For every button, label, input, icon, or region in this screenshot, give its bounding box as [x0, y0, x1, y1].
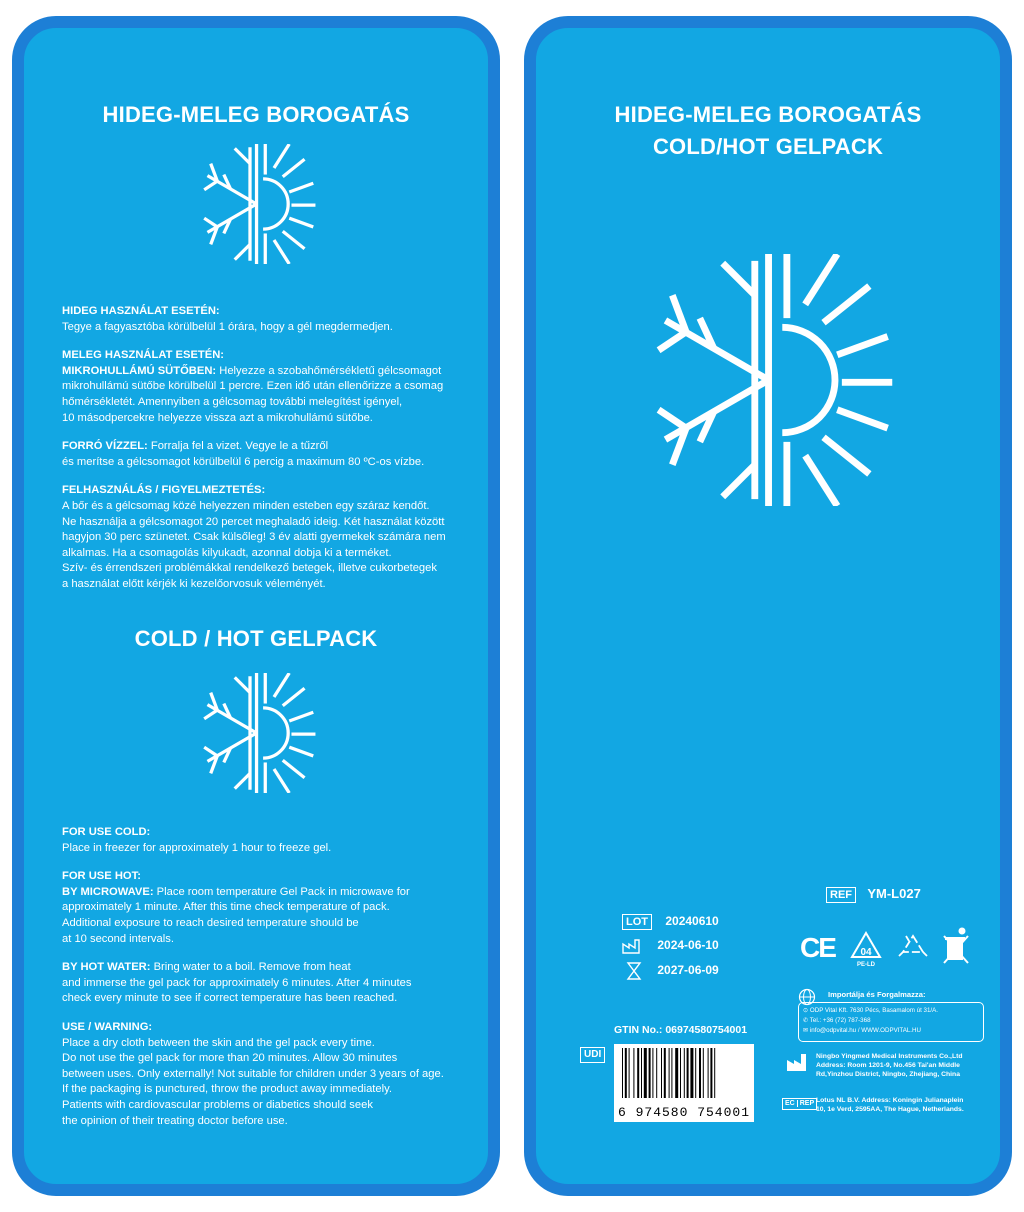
barcode-bar: [661, 1048, 662, 1098]
barcode-bar: [669, 1048, 670, 1098]
ce-mark: CE: [800, 932, 835, 963]
title-line-2: COLD/HOT GELPACK: [652, 134, 884, 159]
ref-value: YM-L027: [867, 886, 921, 901]
hu-water-line: és merítse a gélcsomagot körülbelül 6 percig a maximum 80 ºC-os vízbe.: [62, 455, 425, 468]
lot-value: 20240610: [665, 914, 719, 928]
barcode-bar: [695, 1048, 696, 1098]
hu-micro-label: MIKROHULLÁMÚ SÜTŐBEN:: [62, 364, 217, 377]
hu-instructions: [62, 304, 472, 593]
importer-contact-box: [798, 1002, 984, 1042]
en-warn-line: If the packaging is punctured, throw the product away immediately.: [62, 1083, 392, 1096]
hu-cold-text: Tegye a fagyasztóba körülbelül 1 órára, hogy a gél megdermedjen.: [62, 320, 393, 333]
snowflake-sun-icon: [202, 673, 322, 793]
en-micro-line: Place room temperature Gel Pack in microwave for: [153, 885, 410, 898]
ref-row: [826, 886, 921, 903]
manufacturer-line: Address: Room 1201-9, No.456 Tai'an Middle: [816, 1062, 960, 1069]
en-warn-line: Place a dry cloth between the skin and the gel pack every time.: [62, 1036, 375, 1049]
hu-warn-line: A bőr és a gélcsomag közé helyezzen minden esteben egy száraz kendőt.: [62, 499, 430, 512]
recycle-material: PE-LD: [857, 962, 875, 968]
en-micro-label: BY MICROWAVE:: [62, 885, 154, 898]
en-water-label: BY HOT WATER:: [62, 961, 151, 974]
manufacturer-block: [816, 1052, 963, 1079]
hu-warn-line: alkalmas. Ha a csomagolás kilyukadt, azonnal dobja ki a terméket.: [62, 546, 392, 559]
barcode-bars: [614, 1048, 754, 1108]
en-warn-line: between uses. Only externally! Not suitable for children under 3 years of age.: [62, 1067, 444, 1080]
importer-web: info@odpvital.hu / WWW.ODPVITAL.HU: [809, 1027, 921, 1034]
en-water-line: and immerse the gel pack for approximately 6 minutes. After 4 minutes: [62, 976, 412, 989]
barcode-bar: [710, 1048, 712, 1098]
en-instructions: [62, 825, 472, 1129]
right-panel: [524, 16, 1012, 1196]
title-en: COLD / HOT GELPACK: [134, 626, 378, 651]
hu-water-label: FORRÓ VÍZZEL:: [62, 440, 148, 453]
barcode-bar: [656, 1048, 657, 1098]
ec-rep-badge: [782, 1098, 817, 1110]
barcode-bar: [671, 1048, 672, 1098]
title-line-1: HIDEG-MELEG BOROGATÁS: [614, 102, 922, 127]
hu-warn-line: Ne használja a gélcsomagot 20 percet meghaladó ideig. Két használat között: [62, 515, 445, 528]
barcode-bar: [637, 1048, 639, 1098]
en-water-line: Bring water to a boil. Remove from heat: [150, 961, 351, 974]
factory-icon: [622, 938, 646, 954]
hu-warn-heading: FELHASZNÁLÁS / FIGYELMEZTETÉS:: [62, 484, 266, 497]
barcode-bar: [703, 1048, 704, 1098]
barcode-bar: [684, 1048, 685, 1098]
barcode-bar: [633, 1048, 634, 1098]
en-cold-heading: FOR USE COLD:: [62, 826, 151, 838]
expiry-date-row: [622, 962, 719, 980]
ec-rep-label: EC: [785, 1100, 795, 1107]
en-warn-line: Patients with cardiovascular problems or diabetics should seek: [62, 1098, 373, 1111]
hu-warn-line: hagyjon 30 perc szünetet. Csak külsőleg! 3 év alatti gyermekek számára nem: [62, 531, 446, 544]
importer-address: ODP Vital Kft. 7630 Pécs, Basamalom út 31/A.: [809, 1007, 938, 1014]
barcode-bar: [675, 1048, 678, 1098]
barcode-bar: [641, 1048, 642, 1098]
udi-label: UDI: [580, 1047, 605, 1063]
barcode-bar: [714, 1048, 715, 1098]
hourglass-icon: [622, 962, 646, 980]
ec-rep-block: [816, 1096, 964, 1114]
recycling-icon: [896, 932, 930, 964]
en-hot-heading: FOR USE HOT:: [62, 870, 141, 883]
expiry-date: 2027-06-09: [657, 963, 719, 978]
ec-rep-line: Lotus NL B.V. Address: Koningin Julianaplein: [816, 1097, 964, 1104]
hu-water-line: Forralja fel a vizet. Vegye le a tűzről: [147, 440, 329, 453]
barcode-bar: [708, 1048, 709, 1098]
hu-micro-line: mikrohullámú sütőbe körülbelül 1 percre. Ezen idő után ellenőrizze a csomag: [62, 380, 444, 393]
weee-bin-icon: [942, 926, 970, 966]
en-micro-line: Additional exposure to reach desired temperature should be: [62, 916, 359, 929]
en-micro-line: approximately 1 minute. After this time check temperature of pack.: [62, 901, 390, 914]
barcode-bar: [699, 1048, 701, 1098]
manufacturer-icon: [786, 1052, 812, 1072]
en-micro-line: at 10 second intervals.: [62, 932, 174, 945]
hu-micro-line: hőmérsékletét. Amennyiben a gélcsomag további melegítést igényel,: [62, 395, 403, 408]
barcode-bar: [664, 1048, 666, 1098]
hu-warn-line: Szív- és érrendszeri problémákkal rendelkező betegek, illetve cukorbetegek: [62, 562, 437, 575]
barcode-bar: [687, 1048, 689, 1098]
hu-warn-line: a használat előtt kérjék ki kezelőorvosuk véleményét.: [62, 577, 326, 590]
ec-rep-label: REP: [797, 1100, 816, 1107]
location-icon: ⊙: [803, 1007, 809, 1014]
email-icon: ✉: [803, 1027, 809, 1034]
barcode: [614, 1044, 754, 1122]
hu-hot-heading: MELEG HASZNÁLAT ESETÉN:: [62, 349, 225, 362]
barcode-bar: [690, 1048, 693, 1098]
lot-row: [622, 914, 719, 930]
barcode-bar: [649, 1048, 651, 1098]
phone-icon: ✆: [803, 1017, 809, 1024]
left-panel: [12, 16, 500, 1196]
barcode-bar: [622, 1048, 623, 1098]
recycle-code: 04: [860, 947, 872, 958]
en-warn-line: Do not use the gel pack for more than 20 minutes. Allow 30 minutes: [62, 1052, 398, 1065]
lot-label: LOT: [622, 914, 652, 930]
title-hu: HIDEG-MELEG BOROGATÁS: [102, 102, 410, 127]
snowflake-sun-icon: [654, 254, 906, 506]
ref-label: REF: [826, 887, 856, 903]
manufacturer-line: Ningbo Yingmed Medical Instruments Co.,Ltd: [816, 1053, 963, 1060]
ec-rep-line: 10, 1e Verd, 2595AA, The Hague, Netherlands.: [816, 1106, 964, 1113]
hu-micro-line: 10 másodpercekre helyezze vissza azt a mikrohullámú sütőbe.: [62, 411, 373, 424]
manufacture-date: 2024-06-10: [657, 938, 719, 953]
manufacture-date-row: [622, 938, 719, 954]
en-warn-line: the opinion of their treating doctor before use.: [62, 1114, 288, 1127]
snowflake-sun-icon: [202, 144, 322, 264]
importer-phone: Tel.: +36 (72) 787-368: [809, 1017, 871, 1024]
barcode-bar: [644, 1048, 647, 1098]
barcode-bar: [629, 1048, 630, 1098]
en-cold-text: Place in freezer for approximately 1 hour to freeze gel.: [62, 841, 332, 854]
barcode-bar: [680, 1048, 681, 1098]
en-warn-heading: USE / WARNING:: [62, 1020, 153, 1033]
barcode-digits: 6 974580 754001: [617, 1105, 751, 1120]
barcode-bar: [625, 1048, 627, 1098]
gtin: GTIN No.: 06974580754001: [614, 1024, 748, 1036]
barcode-bar: [652, 1048, 653, 1098]
recycle-04-icon: [848, 930, 884, 968]
manufacturer-line: Rd,Yinzhou District, Ningbo, Zhejiang, China: [816, 1071, 960, 1078]
importer-heading: Importálja és Forgalmazza:: [828, 990, 926, 999]
en-water-line: check every minute to see if correct temperature has been reached.: [62, 992, 398, 1005]
hu-micro-line: Helyezze a szobahőmérsékletű gélcsomagot: [216, 364, 442, 377]
hu-cold-heading: HIDEG HASZNÁLAT ESETÉN:: [62, 305, 220, 317]
